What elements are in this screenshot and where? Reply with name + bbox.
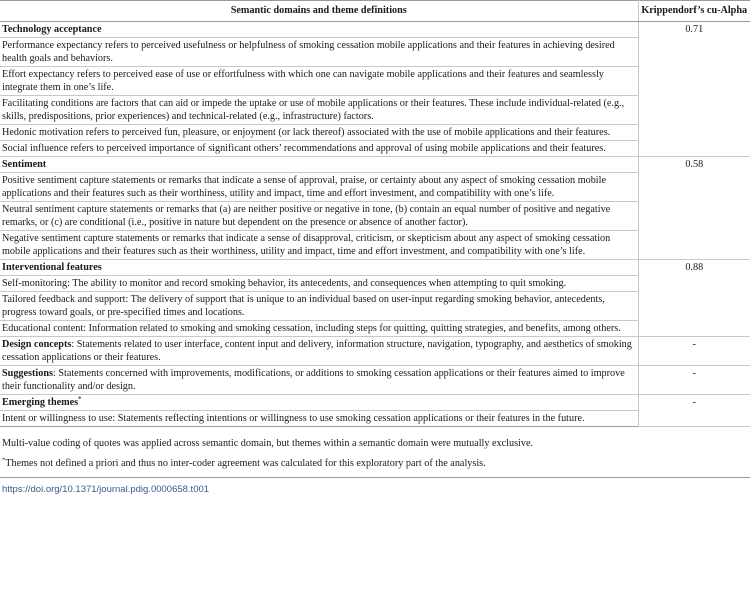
table-header-row bbox=[0, 1, 750, 22]
domain-title: Technology acceptance bbox=[0, 22, 638, 38]
theme-definition: Educational content: Information related to smoking and smoking cessation, including steps for quitting, quitting strategies, and benefits, among others. bbox=[0, 321, 638, 337]
theme-definition: Effort expectancy refers to perceived ease of use or effortfulness with which one can navigate mobile applications and their features and seamlessly integrate them in one’s life. bbox=[0, 67, 638, 96]
theme-row bbox=[0, 276, 750, 292]
footnote-body: Themes not defined a priori and thus no inter-coder agreement was calculated for this exploratory part of the analysis. bbox=[5, 458, 486, 469]
theme-definition: Social influence refers to perceived importance of significant others’ recommendations and approval of using mobile applications and their features. bbox=[0, 141, 638, 157]
theme-row bbox=[0, 411, 750, 427]
alpha-value: - bbox=[638, 366, 750, 395]
domain-definition: : Statements related to user interface, content input and delivery, information structure, navigation, typography, and aesthetics of smoking cessation applications or their features. bbox=[2, 339, 632, 363]
theme-definition: Neutral sentiment capture statements or remarks that (a) are neither positive or negative in tone, (b) contain an equal number of positive and negative remarks, or (c) are conditional (i.e., positive in nature but dependent on the presence or absence of another factor). bbox=[0, 202, 638, 231]
domain-heading-row bbox=[0, 157, 750, 173]
footnote-text: Multi-value coding of quotes was applied across semantic domain, but themes within a semantic domain were mutually exclusive. bbox=[2, 438, 534, 449]
theme-definition: Facilitating conditions are factors that can aid or impede the uptake or use of mobile applications or their features. These include individual-related (e.g., skills, predispositions, prior experiences) and technical-related (e.g., infrastructure) factors. bbox=[0, 96, 638, 125]
theme-row bbox=[0, 321, 750, 337]
domain-inline-cell bbox=[0, 366, 638, 395]
alpha-value: 0.58 bbox=[638, 157, 750, 260]
footnote-text-2 bbox=[2, 457, 748, 470]
domain-inline-row bbox=[0, 366, 750, 395]
domain-heading-row bbox=[0, 395, 750, 411]
alpha-value: 0.71 bbox=[638, 22, 750, 157]
header-domains: Semantic domains and theme definitions bbox=[0, 1, 638, 22]
alpha-value: - bbox=[638, 395, 750, 427]
theme-definition: Intent or willingness to use: Statements reflecting intentions or willingness to use smoking cessation applications or their features in the future. bbox=[0, 411, 638, 427]
footnote-marker: * bbox=[78, 395, 82, 403]
domain-title: Emerging themes bbox=[2, 397, 79, 408]
theme-row bbox=[0, 292, 750, 321]
domain-definition: : Statements concerned with improvements, modifications, or additions to smoking cessation applications or their features aimed to improve their functionality and/or design. bbox=[2, 368, 625, 392]
theme-definition: Positive sentiment capture statements or remarks that indicate a sense of approval, praise, or certainty about any aspect of smoking cessation mobile applications and their features such as their worthiness, utility and impact, time and effort investment, and compatibility with one’s life. bbox=[0, 173, 638, 202]
domain-title: Sentiment bbox=[0, 157, 638, 173]
theme-row bbox=[0, 231, 750, 260]
alpha-value: 0.88 bbox=[638, 260, 750, 337]
footnote-marker: * bbox=[2, 456, 6, 464]
theme-row bbox=[0, 173, 750, 202]
theme-definition: Negative sentiment capture statements or remarks that indicate a sense of disapproval, criticism, or skepticism about any aspect of smoking cessation mobile applications and their features such as their worthiness, utility and impact, time and effort investment, and compatibility with one’s life. bbox=[0, 231, 638, 260]
theme-row bbox=[0, 67, 750, 96]
theme-row bbox=[0, 202, 750, 231]
theme-definition: Hedonic motivation refers to perceived fun, pleasure, or enjoyment (or lack thereof) associated with the use of mobile applications and their features. bbox=[0, 125, 638, 141]
theme-row bbox=[0, 38, 750, 67]
theme-row bbox=[0, 96, 750, 125]
domain-heading-row bbox=[0, 22, 750, 38]
domain-label: Design concepts bbox=[2, 339, 72, 350]
domain-heading-row bbox=[0, 260, 750, 276]
domain-title-cell bbox=[0, 395, 638, 411]
doi-link[interactable]: https://doi.org/10.1371/journal.pdig.0000658.t001 bbox=[0, 477, 750, 496]
table-footnotes bbox=[0, 437, 750, 470]
alpha-value: - bbox=[638, 337, 750, 366]
domain-inline-cell bbox=[0, 337, 638, 366]
domain-inline-row bbox=[0, 337, 750, 366]
domain-title: Interventional features bbox=[0, 260, 638, 276]
domain-label: Suggestions bbox=[2, 368, 53, 379]
theme-definition: Performance expectancy refers to perceived usefulness or helpfulness of smoking cessation mobile applications and their features in achieving desired health goals and behaviors. bbox=[0, 38, 638, 67]
theme-definition: Tailored feedback and support: The delivery of support that is unique to an individual based on user-input regarding smoking behavior, antecedents, progress toward goals, or pre-specified times and locations. bbox=[0, 292, 638, 321]
theme-row bbox=[0, 141, 750, 157]
header-alpha: Krippendorf’s cu-Alpha bbox=[638, 1, 750, 22]
theme-definition: Self-monitoring: The ability to monitor and record smoking behavior, its antecedents, and consequences when attempting to quit smoking. bbox=[0, 276, 638, 292]
theme-row bbox=[0, 125, 750, 141]
